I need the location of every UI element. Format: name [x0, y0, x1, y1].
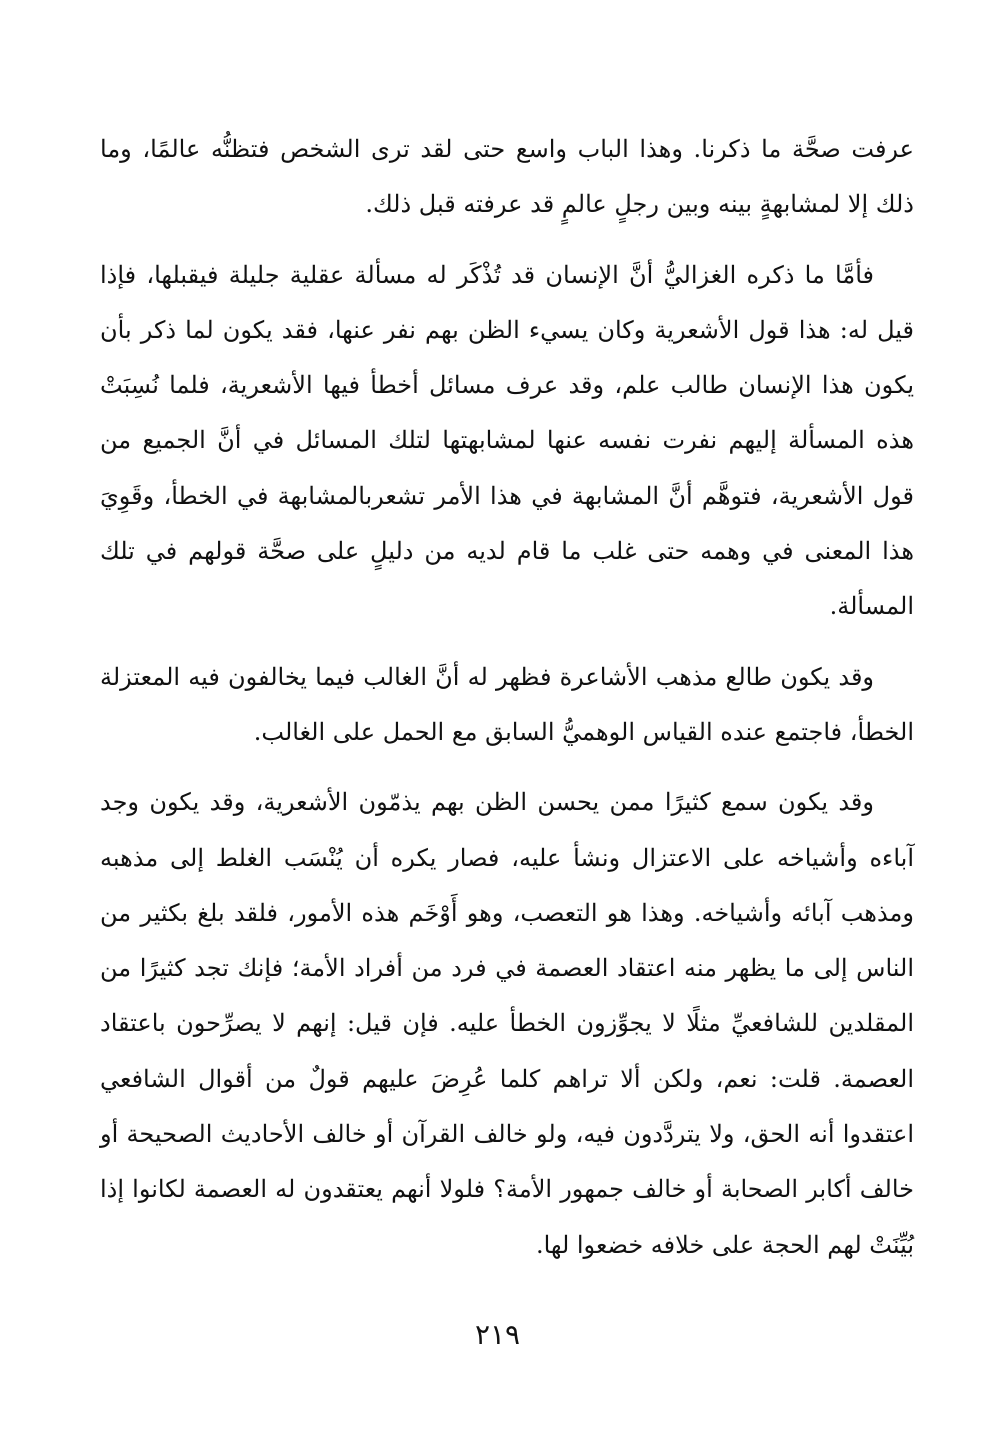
body-text	[100, 122, 914, 1273]
paragraph-2: فأمَّا ما ذكره الغزاليُّ أنَّ الإنسان قد تُذْكَر له مسألة عقلية جليلة فيقبلها، فإذا قيل له: هذا قول الأشعرية وكان يسيء الظن بهم نفر عنها، فقد يكون لما ذكر بأن يكون هذا الإنسان طالب علم، وقد عرف مسائل أخطأ فيها الأشعرية، فلما نُسِبَتْ هذه المسألة إليهم نفرت نفسه عنها لمشابهتها لتلك المسائل في أنَّ الجميع من قول الأشعرية، فتوهَّم أنَّ المشابهة في هذا الأمر تشعربالمشابهة في الخطأ، وقَوِيَ هذا المعنى في وهمه حتى غلب ما قام لديه من دليلٍ على صحَّة قولهم في تلك المسألة.	[100, 260, 914, 621]
paragraph-4: وقد يكون سمع كثيرًا ممن يحسن الظن بهم يذمّون الأشعرية، وقد يكون وجد آباءه وأشياخه على الاعتزال ونشأ عليه، فصار يكره أن يُنْسَب الغلط إلى مذهبه ومذهب آبائه وأشياخه. وهذا هو التعصب، وهو أَوْخَم هذه الأمور، فلقد بلغ بكثير من الناس إلى ما يظهر منه اعتقاد العصمة في فرد من أفراد الأمة؛ فإنك تجد كثيرًا من المقلدين للشافعيِّ مثلًا لا يجوِّزون الخطأ عليه. فإن قيل: إنهم لا يصرِّحون باعتقاد العصمة. قلت: نعم، ولكن ألا تراهم كلما عُرِضَ عليهم قولٌ من أقوال الشافعي اعتقدوا أنه الحق، ولا يتردَّدون فيه، ولو خالف القرآن أو خالف الأحاديث الصحيحة أو خالف أكابر الصحابة أو خالف جمهور الأمة؟ فلولا أنهم يعتقدون له العصمة لكانوا إذا بُيِّنَتْ لهم الحجة على خلافه خضعوا لها.	[100, 788, 915, 1259]
paragraph-3: وقد يكون طالع مذهب الأشاعرة فظهر له أنَّ الغالب فيما يخالفون فيه المعتزلة الخطأ، فاجتمع عنده القياس الوهميُّ السابق مع الحمل على الغالب.	[100, 662, 914, 746]
page-number: ٢١٩	[474, 1318, 521, 1351]
paragraph-1: عرفت صحَّة ما ذكرنا. وهذا الباب واسع حتى لقد ترى الشخص فتظنُّه عالمًا، وما ذلك إلا لمشابهةٍ بينه وبين رجلٍ عالمٍ قد عرفته قبل ذلك.	[100, 135, 914, 219]
